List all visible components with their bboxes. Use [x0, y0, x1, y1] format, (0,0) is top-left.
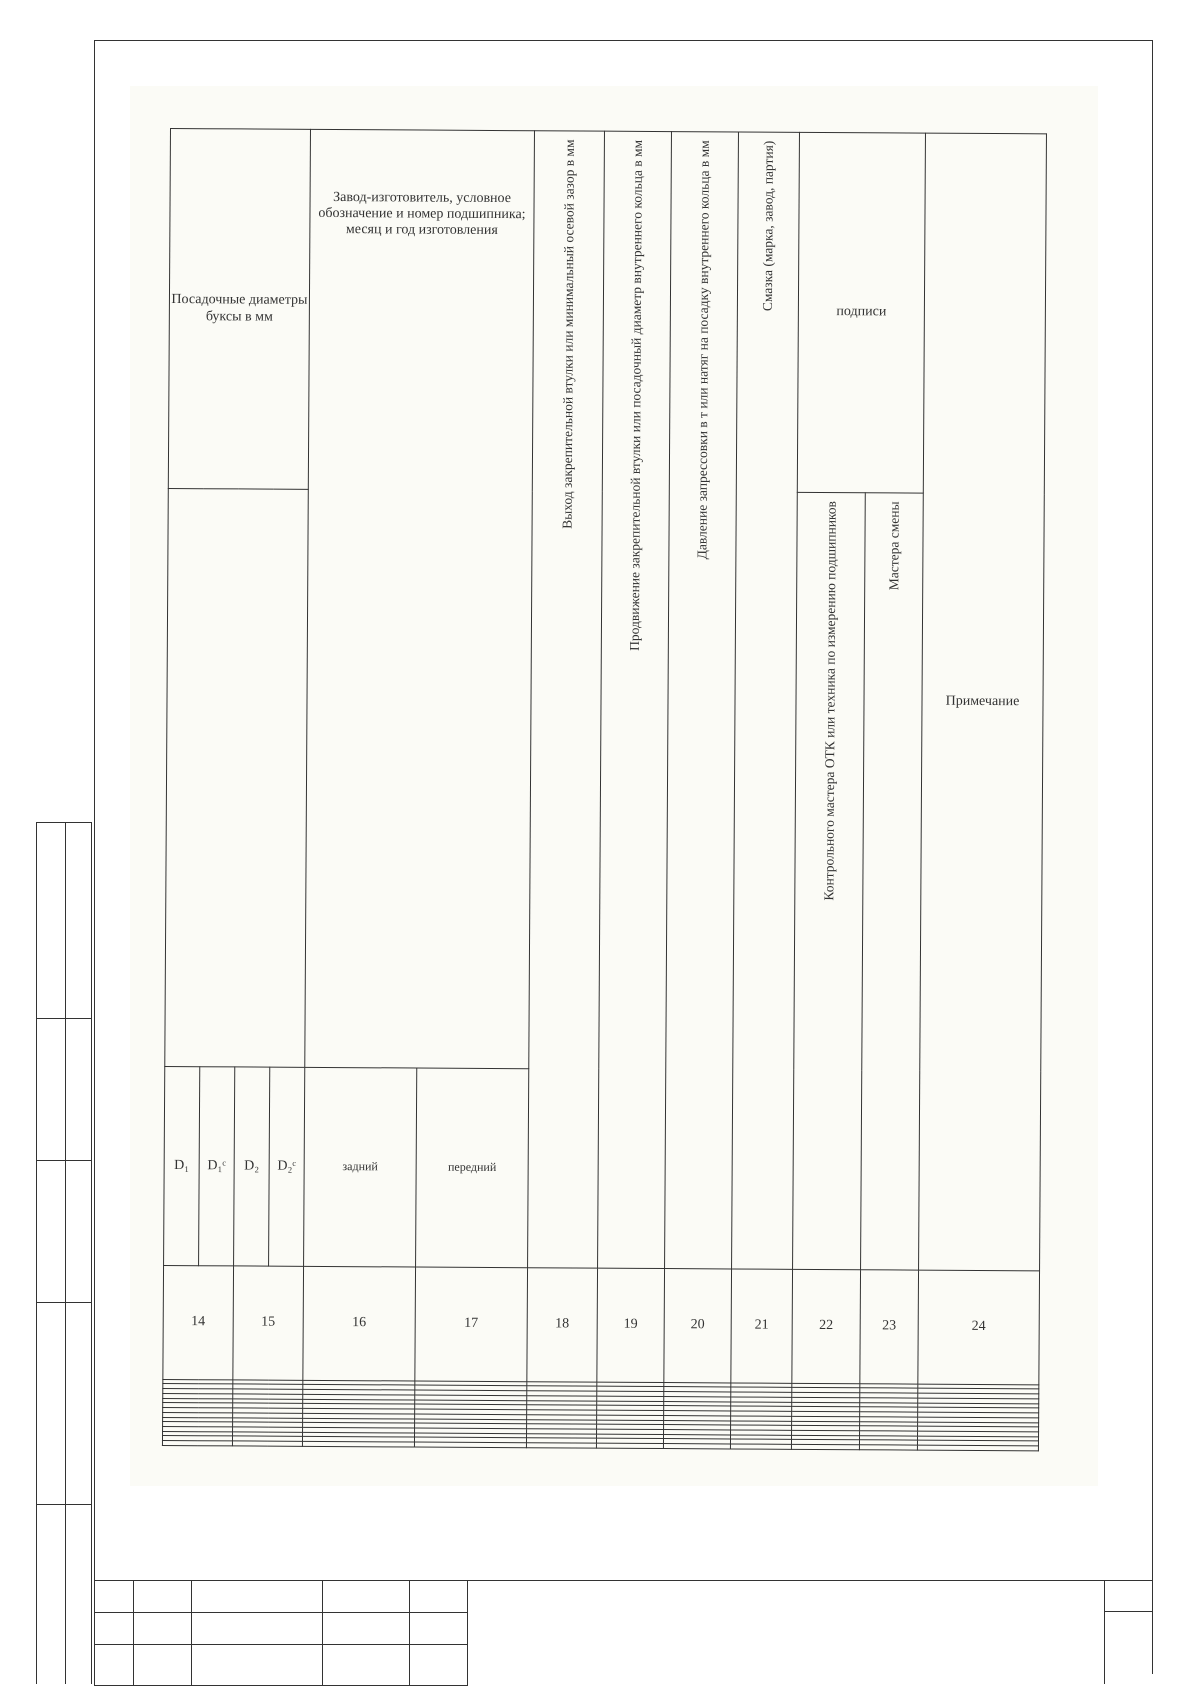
empty-cell [663, 1444, 730, 1449]
col18-header: Выход закрепительной втулки или минимальный осевой зазор в мм [528, 131, 605, 1268]
col23-header: Мастера смены [861, 493, 924, 1270]
empty-cell [162, 1441, 232, 1446]
signatures-header: подписи [797, 132, 925, 493]
tb-cell [134, 1581, 192, 1613]
tb-cell [95, 1613, 134, 1645]
tb-cell [323, 1581, 410, 1613]
col-number: 20 [664, 1268, 732, 1382]
col-number: 23 [860, 1270, 919, 1384]
empty-cell [917, 1445, 1038, 1451]
blank-rows [162, 1379, 1038, 1451]
col-number: 16 [303, 1266, 416, 1380]
column-numbers-row [163, 1265, 1040, 1384]
tb-cell [192, 1581, 323, 1613]
empty-cell [232, 1441, 302, 1446]
empty-cell [859, 1445, 917, 1450]
title-block [94, 1580, 468, 1686]
tb-cell [410, 1581, 468, 1613]
col-number: 14 [163, 1265, 234, 1379]
tb-cell [95, 1581, 134, 1613]
col-number: 21 [731, 1269, 793, 1383]
col-number: 22 [792, 1269, 861, 1383]
empty-cell [414, 1442, 526, 1447]
col20-header: Давление запрессовки в т или натяг на посадку внутреннего кольца в мм [665, 132, 739, 1269]
binding-strip-2 [36, 1018, 92, 1160]
d1c-label: D₁ᶜ [199, 1067, 235, 1266]
tb-cell [323, 1645, 410, 1686]
title-block-sheet [1104, 1580, 1153, 1684]
empty-cell [596, 1443, 663, 1448]
d2-label: D₂ [234, 1067, 270, 1266]
empty-cell [526, 1443, 596, 1448]
col19-header: Продвижение закрепительной втулки или посадочный диаметр внутреннего кольца в мм [598, 131, 672, 1268]
col-number: 24 [918, 1270, 1040, 1384]
tb-cell [134, 1613, 192, 1645]
empty-cell [730, 1444, 791, 1449]
tb-cell [323, 1613, 410, 1645]
notes-header: Примечание [919, 133, 1047, 1271]
d2c-label: D₂ᶜ [269, 1067, 305, 1266]
col22-header: Контрольного мастера ОТК или техника по измерению подшипников [793, 492, 866, 1269]
binding-strip-4 [36, 1302, 92, 1504]
tb-cell [95, 1645, 134, 1686]
col-number: 17 [415, 1267, 528, 1381]
binding-strip-3 [36, 1160, 92, 1302]
diameters-header: Посадочные диаметры буксы в мм [168, 129, 310, 490]
bearing-journal-table [162, 128, 1047, 1451]
tb-cell [410, 1645, 468, 1686]
rear-label: задний [304, 1067, 417, 1267]
front-label: передний [416, 1068, 529, 1268]
tb-cell [192, 1613, 323, 1645]
empty-cell [791, 1445, 859, 1450]
binding-strip-5 [36, 1504, 92, 1684]
diameters-blank [165, 489, 309, 1068]
col21-header: Смазка (марка, завод, партия) [732, 132, 800, 1269]
col-number: 19 [597, 1268, 665, 1382]
binding-strip-1 [36, 822, 92, 1018]
tb-cell [410, 1613, 468, 1645]
manufacturer-header: Завод-изготовитель, условное обозначение и номер подшипника; месяц и год изготовления [305, 129, 535, 1068]
empty-cell [302, 1442, 414, 1447]
d1-label: D₁ [164, 1066, 200, 1265]
col-number: 15 [233, 1266, 304, 1380]
col-number: 18 [527, 1268, 598, 1382]
tb-cell [192, 1645, 323, 1686]
tb-cell [134, 1645, 192, 1686]
